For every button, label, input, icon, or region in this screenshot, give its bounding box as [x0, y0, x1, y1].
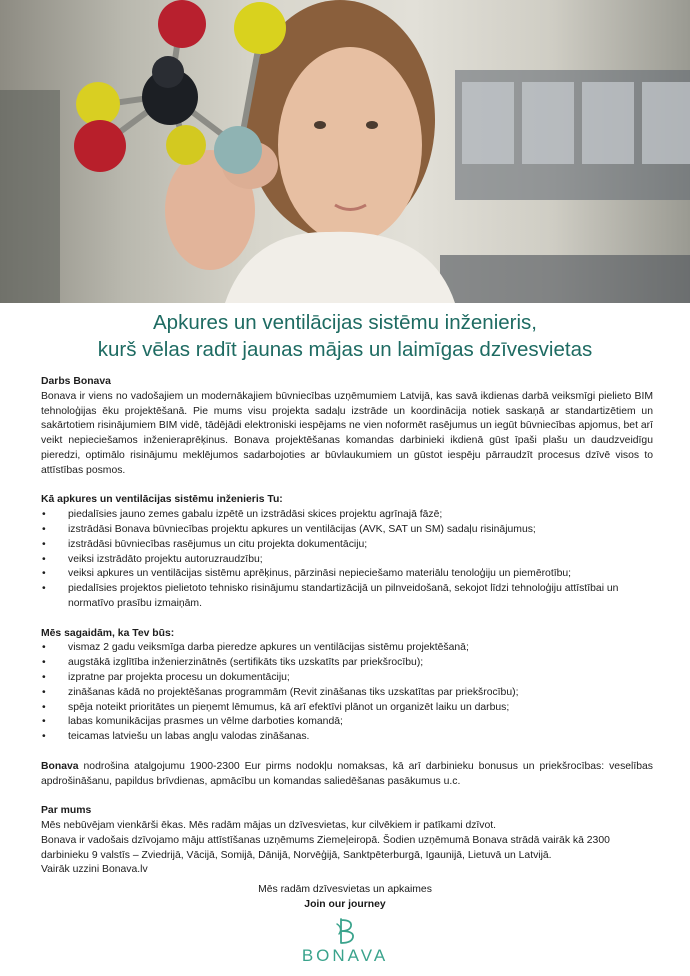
list-item: • labas komunikācijas prasmes un vēlme darboties komandā; — [41, 715, 653, 730]
hero-photo — [0, 0, 690, 303]
page-title-line-1: Apkures un ventilācijas sistēmu inženieris, — [153, 311, 537, 334]
section-heading-duties: Kā apkures un ventilācijas sistēmu inženieris Tu: — [41, 494, 283, 506]
logo-wordmark: BONAVA — [301, 946, 389, 965]
job-description — [41, 375, 653, 878]
about-us-line-1: Mēs nebūvējam vienkārši ēkas. Mēs radām mājas un dzīvesvietas, kur cilvēkiem ir patīkami dzīvot. — [41, 819, 497, 831]
offer-text: nodrošina atalgojumu 1900-2300 Eur pirms nodokļu nomaksas, kā arī darbinieku bonusus un priekšrocības: veselības apdrošināšanu, papildus brīvdienas, apmācību un komandas saliedēšanas pasākumus u.c. — [41, 760, 653, 787]
list-item: • izstrādāsi būvniecības rasējumus un citu projekta dokumentāciju; — [41, 538, 653, 553]
requirements-list — [41, 641, 653, 745]
offer-paragraph — [41, 760, 653, 790]
list-item: • izstrādāsi Bonava būvniecības projektu apkures un ventilācijas (AVK, SAT un SM) sadaļu risinājumus; — [41, 523, 653, 538]
list-item: • teicamas latviešu un labas angļu valodas zināšanas. — [41, 730, 653, 745]
about-us-line-2: Bonava ir vadošais dzīvojamo māju attīstīšanas uzņēmums Ziemeļeiropā. Šodien uzņēmumā Bonava strādā vairāk kā 2300 darbinieku 9 valstīs – Zviedrijā, Vācijā, Somijā, Dānijā, Norvēģijā, Sanktpēterburgā, Igaunijā, Lietuvā un Latvijā. — [41, 834, 610, 861]
footer-cta: Join our journey — [304, 899, 386, 910]
duties-list — [41, 508, 653, 612]
section-heading-work: Darbs Bonava — [41, 376, 111, 387]
work-description-text: Bonava ir viens no vadošajiem un modernākajiem būvniecības uzņēmumiem Latvijā, kas savā ikdienas darbā veiksmīgi pielieto BIM tehnoloģijas ēku projektēšanā. Pie mums visu projekta sadaļu izstrāde un koordinācija notiek saskaņā ar standartizētiem un sakārtotiem risinājumiem BIM vidē, tādējādi elektroniski iespējams ne vien noformēt rasējumus un iegūt būvniecības apjomus, bet arī veikt nepieciešamos inženieraprēķinus. Bonava projektēšanas komandas darbinieki ikdienā gūst īpaši plašu un daudzveidīgu pieredzi, optimālo risinājumu meklējumos sadarbojoties ar būvlaukumiem un gūstot iespēju pārraudzīt procesus dzīvē visos to attīstības posmos. — [41, 390, 653, 476]
section-heading-about-us: Par mums — [41, 805, 92, 817]
list-item: • veiksi apkures un ventilācijas sistēmu aprēķinus, pārzināsi nepieciešamo materiālu tenoloģiju un piemērotību; — [41, 567, 653, 582]
bonava-b-logo-icon — [330, 916, 360, 946]
section-heading-requirements: Mēs sagaidām, ka Tev būs: — [41, 627, 175, 639]
footer-tagline: Mēs radām dzīvesvietas un apkaimes — [258, 884, 432, 895]
hero-illustration — [0, 0, 690, 303]
list-item: • piedalīsies jauno zemes gabalu izpētē un izstrādāsi skices projektu agrīnajā fāzē; — [41, 508, 653, 523]
list-item: • spēja noteikt prioritātes un pieņemt lēmumus, kā arī efektīvi plānot un organizēt laiku un darbus; — [41, 701, 653, 716]
list-item: • veiksi izstrādāto projektu autoruzraudzību; — [41, 553, 653, 568]
page-title-line-2: kurš vēlas radīt jaunas mājas un laimīgas dzīvesvietas — [97, 338, 593, 361]
list-item: • zināšanas kādā no projektēšanas programmām (Revit zināšanas tiks uzskatītas par priekšrocību); — [41, 686, 653, 701]
list-item: • izpratne par projekta procesu un dokumentāciju; — [41, 671, 653, 686]
list-item: • piedalīsies projektos pielietoto tehnisko risinājumu standartizācijā un pilnveidošanā, sekojot līdzi tehnoloģiju attīstībai un normatīvo prasību izmaiņām. — [41, 582, 653, 612]
offer-brand: Bonava — [41, 760, 79, 772]
list-item: • augstākā izglītība inženierzinātnēs (sertifikāts tiks uzskatīts par priekšrocību); — [41, 656, 653, 671]
bonava-logo — [0, 916, 690, 966]
list-item: • vismaz 2 gadu veiksmīga darba pieredze apkures un ventilācijas sistēmu projektēšanā; — [41, 641, 653, 656]
about-us-link[interactable]: Vairāk uzzini Bonava.lv — [41, 864, 148, 876]
